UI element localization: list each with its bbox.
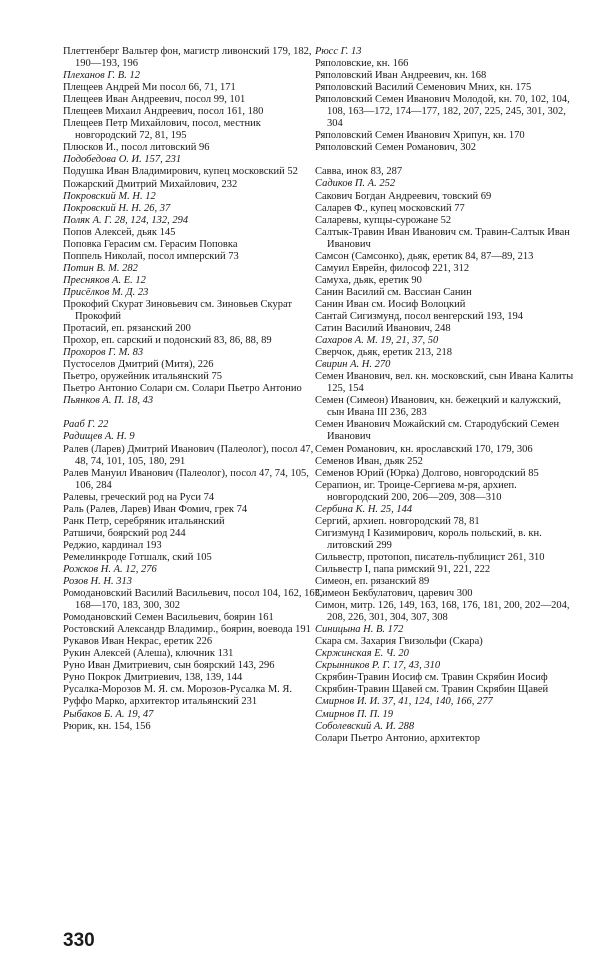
index-entry: Скрябин-Травин Щавей см. Травин Скрябин Щавей xyxy=(315,684,549,696)
index-entry: Ряполовский Семен Иванович Хрипун, кн. 170 xyxy=(315,130,525,142)
index-entry: Ралев (Ларев) Дмитрий Иванович (Палеолог), посол 47, 48, 74, 101, 105, 180, 291 xyxy=(63,443,314,467)
section-gap xyxy=(315,154,577,166)
index-entry: Самсон (Самсонко), дьяк, еретик 84, 87—89, 213 xyxy=(315,250,534,262)
index-entry: Сахаров А. М. 19, 21, 37, 50 xyxy=(315,335,439,347)
index-entry: Ростовский Александр Владимир., боярин, воевода 191 xyxy=(63,624,311,636)
index-entry: Саларев Ф., купец московский 77 xyxy=(315,202,465,214)
index-entry: Сверчок, дьяк, еретик 213, 218 xyxy=(315,347,452,359)
index-entry: Плещеев Андрей Ми посол 66, 71, 171 xyxy=(63,82,236,94)
page-number: 330 xyxy=(63,930,95,951)
index-entry: Рыбаков Б. А. 19, 47 xyxy=(63,708,154,720)
index-entry: Прохоров Г. М. 83 xyxy=(63,347,144,359)
index-entry: Смирнов И. И. 37, 41, 124, 140, 166, 277 xyxy=(315,696,493,708)
index-entry: Сантай Сигизмунд, посол венгерский 193, 194 xyxy=(315,310,523,322)
index-entry: Руно Иван Дмитриевич, сын боярский 143, 296 xyxy=(63,660,275,672)
index-entry: Попов Алексей, дьяк 145 xyxy=(63,226,176,238)
index-entry: Сергий, архиеп. новгородский 78, 81 xyxy=(315,515,480,527)
index-entry: Ряполовский Семен Иванович Молодой, кн. 70, 102, 104, 108, 163—172, 174—177, 182, 207, 225, 245, 301, 302, 304 xyxy=(315,94,570,130)
index-entry: Пустоселов Дмитрий (Митя), 226 xyxy=(63,359,214,371)
index-entry: Присёлков М. Д. 23 xyxy=(63,286,149,298)
index-entry: Семенов Иван, дьяк 252 xyxy=(315,455,423,467)
index-entry: Пожарский Дмитрий Михайлович, 232 xyxy=(63,178,238,190)
index-entry: Руффо Марко, архитектор итальянский 231 xyxy=(63,696,258,708)
index-entry: Поляк А. Г. 28, 124, 132, 294 xyxy=(63,214,189,226)
index-entry: Подушка Иван Владимирович, купец московский 52 xyxy=(63,166,298,178)
index-entry: Садиков П. А. 252 xyxy=(315,178,396,190)
index-entry: Сигизмунд I Казимирович, король польский, в. кн. литовский 299 xyxy=(315,527,542,551)
index-entry: Санин Иван см. Иосиф Волоцкий xyxy=(315,298,466,310)
index-entry: Скрябин-Травин Иосиф см. Травин Скрябин Иосиф xyxy=(315,672,548,684)
index-entry: Поповка Герасим см. Герасим Поповка xyxy=(63,238,238,250)
index-entry: Подобедова О. И. 157, 231 xyxy=(63,154,182,166)
index-entry: Соболевский А. И. 288 xyxy=(315,720,415,732)
index-entry: Рюрик, кн. 154, 156 xyxy=(63,720,151,732)
left-index-column xyxy=(63,46,325,733)
index-entry: Пьетро Антонио Солари см. Солари Пьетро Антонио xyxy=(63,383,302,395)
index-entry: Смирнов П. П. 19 xyxy=(315,708,394,720)
section-gap xyxy=(63,407,325,419)
index-entry: Плещеев Михаил Андреевич, посол 161, 180 xyxy=(63,106,264,118)
index-entry: Семенов Юрий (Юрка) Долгово, новгородский 85 xyxy=(315,467,539,479)
index-entry: Скара см. Захария Гвизольфи (Скара) xyxy=(315,636,483,648)
index-entry: Ралев Мануил Иванович (Палеолог), посол 47, 74, 105, 106, 284 xyxy=(63,467,309,491)
index-entry: Сильвестр I, папа римский 91, 221, 222 xyxy=(315,563,491,575)
index-entry: Рюсс Г. 13 xyxy=(315,46,362,57)
index-entry: Сербина К. Н. 25, 144 xyxy=(315,503,413,515)
index-entry: Рукин Алексей (Алеша), ключник 131 xyxy=(63,648,234,660)
index-entry: Русалка-Морозов М. Я. см. Морозов-Русалка М. Я. xyxy=(63,684,293,696)
index-entry: Самуил Еврейн, философ 221, 312 xyxy=(315,262,470,274)
index-entry: Поппель Николай, посол имперский 73 xyxy=(63,250,239,262)
index-entry: Плеттенберг Вальтер фон, магистр ливонский 179, 182, 190—193, 196 xyxy=(63,46,312,70)
index-entry: Пьетро, оружейник итальянский 75 xyxy=(63,371,223,383)
index-entry: Прохор, еп. сарский и подонский 83, 86, 88, 89 xyxy=(63,335,272,347)
index-entry: Солари Пьетро Антонио, архитектор xyxy=(315,732,480,744)
index-entry: Свирин А. Н. 270 xyxy=(315,359,391,371)
index-entry: Семен Иванович Можайский см. Стародубский Семен Иванович xyxy=(315,419,560,443)
index-entry: Пьянков А. П. 18, 43 xyxy=(63,395,154,407)
index-entry: Санин Василий см. Вассиан Санин xyxy=(315,286,472,298)
index-entry: Семен Романович, кн. ярославский 170, 179, 306 xyxy=(315,443,533,455)
index-entry: Ромодановский Василий Васильевич, посол 104, 162, 163, 168—170, 183, 300, 302 xyxy=(63,588,323,612)
index-entry: Салтык-Травин Иван Иванович см. Травин-Салтык Иван Иванович xyxy=(315,226,570,250)
index-entry: Плещеев Иван Андреевич, посол 99, 101 xyxy=(63,94,246,106)
index-entry: Ремелинкроде Готшалк, ский 105 xyxy=(63,551,212,563)
index-entry: Плеханов Г. В. 12 xyxy=(63,70,140,82)
index-entry: Симеон, еп. рязанский 89 xyxy=(315,576,430,588)
index-entry: Рожков Н. А. 12, 276 xyxy=(63,563,157,575)
index-entry: Сатин Василий Иванович, 248 xyxy=(315,323,451,335)
index-entry: Ратшичи, боярский род 244 xyxy=(63,527,186,539)
index-entry: Покровский М. Н. 12 xyxy=(63,190,156,202)
index-entry: Ряполовские, кн. 166 xyxy=(315,58,409,70)
index-entry: Ралевы, греческий род на Руси 74 xyxy=(63,491,215,503)
index-entry: Протасий, еп. рязанский 200 xyxy=(63,323,191,335)
index-entry: Сакович Богдан Андреевич, товский 69 xyxy=(315,190,492,202)
index-entry: Плещеев Петр Михайлович, посол, местник новгородский 72, 81, 195 xyxy=(63,118,261,142)
index-entry: Плюсков И., посол литовский 96 xyxy=(63,142,210,154)
index-entry: Синицына Н. В. 172 xyxy=(315,624,404,636)
index-entry: Ряполовский Иван Андреевич, кн. 168 xyxy=(315,70,487,82)
index-entry: Реджио, кардинал 193 xyxy=(63,539,162,551)
index-entry: Рукавов Иван Некрас, еретик 226 xyxy=(63,636,213,648)
index-entry: Раль (Ралев, Ларев) Иван Фомич, грек 74 xyxy=(63,503,248,515)
index-entry: Ряполовский Семен Романович, 302 xyxy=(315,142,476,154)
index-entry: Серапион, иг. Троице-Сергиева м-ря, архиеп. новгородский 200, 206—209, 308—310 xyxy=(315,479,517,503)
index-entry: Потин В. М. 282 xyxy=(63,262,138,274)
index-entry: Ромодановский Семен Васильевич, боярин 161 xyxy=(63,612,274,624)
index-entry: Ранк Петр, серебряник итальянский xyxy=(63,515,225,527)
index-entry: Самуха, дьяк, еретик 90 xyxy=(315,274,422,286)
index-entry: Скржинская Е. Ч. 20 xyxy=(315,648,409,660)
index-entry: Сильвестр, протопоп, писатель-публицист 261, 310 xyxy=(315,551,545,563)
index-entry: Семен Иванович, вел. кн. московский, сын Ивана Калиты 125, 154 xyxy=(315,371,574,395)
index-entry: Пресняков А. Е. 12 xyxy=(63,274,146,286)
index-entry: Радищев А. Н. 9 xyxy=(63,431,135,443)
index-entry: Саларевы, купцы-сурожане 52 xyxy=(315,214,452,226)
index-entry: Прокофий Скурат Зиновьевич см. Зиновьев Скурат Прокофий xyxy=(63,298,292,323)
index-entry: Рааб Г. 22 xyxy=(63,419,109,431)
index-entry: Семен (Симеон) Иванович, кн. бежецкий и калужский, сын Ивана III 236, 283 xyxy=(315,395,561,419)
index-entry: Покровский Н. Н. 26, 37 xyxy=(63,202,171,214)
index-entry: Симеон Бекбулатович, царевич 300 xyxy=(315,588,473,600)
index-entry: Розов Н. Н. 313 xyxy=(63,576,132,588)
index-entry: Руно Покрок Дмитриевич, 138, 139, 144 xyxy=(63,672,243,684)
index-entry: Савва, инок 83, 287 xyxy=(315,166,403,178)
index-entry: Скрынников Р. Г. 17, 43, 310 xyxy=(315,660,441,672)
right-index-column xyxy=(315,46,577,745)
index-entry: Симон, митр. 126, 149, 163, 168, 176, 181, 200, 202—204, 208, 226, 301, 304, 307, 308 xyxy=(315,600,570,624)
index-entry: Ряполовский Василий Семенович Мних, кн. 175 xyxy=(315,82,532,94)
